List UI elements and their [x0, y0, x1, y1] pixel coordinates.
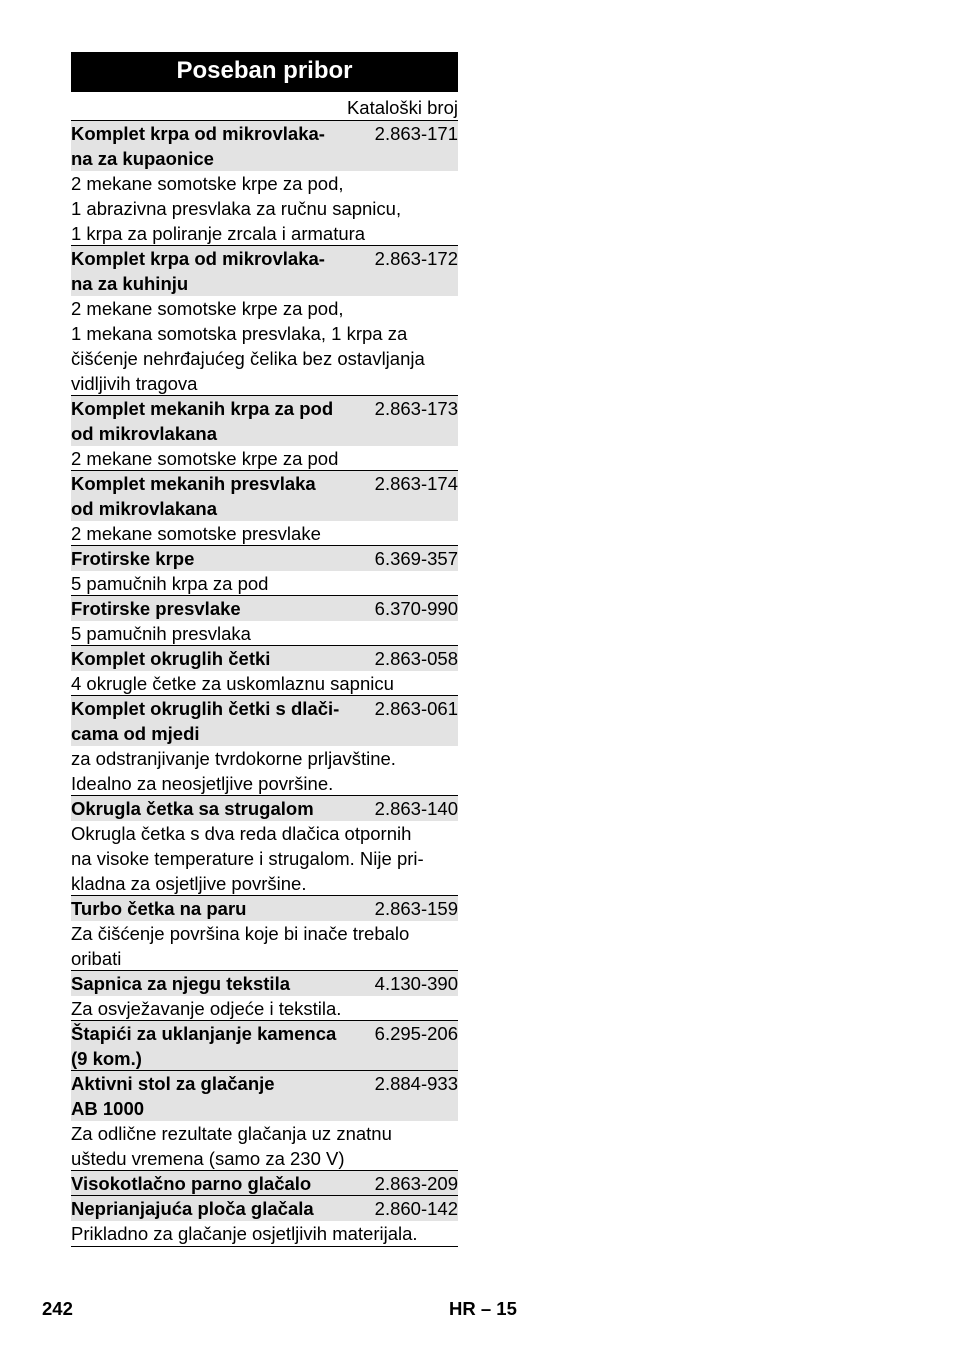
list-item — [71, 395, 458, 471]
catalog-number: 2.863-140 — [374, 798, 458, 819]
list-item — [71, 545, 458, 596]
catalog-number: 6.370-990 — [374, 598, 458, 619]
item-name: Neprianjajuća ploča glačala — [71, 1198, 314, 1219]
item-list — [71, 120, 458, 1246]
catalog-number: 2.863-159 — [374, 898, 458, 919]
list-item — [71, 895, 458, 971]
end-divider — [71, 1246, 458, 1247]
item-name: Okrugla četka sa strugalom — [71, 798, 314, 819]
item-description: 5 pamučnih presvlaka — [71, 623, 251, 644]
list-item — [71, 1170, 458, 1196]
item-description: Za osvježavanje odjeće i tekstila. — [71, 998, 342, 1019]
page-title: Poseban pribor — [71, 52, 458, 92]
item-name: Komplet krpa od mikrovlaka- na za kuhinju — [71, 248, 325, 294]
item-header — [71, 120, 458, 171]
item-header — [71, 595, 458, 621]
catalog-number: 2.863-173 — [374, 398, 458, 419]
item-header — [71, 895, 458, 921]
item-name: Frotirske presvlake — [71, 598, 241, 619]
catalog-number: 2.863-058 — [374, 648, 458, 669]
item-header — [71, 395, 458, 446]
catalog-number: 2.884-933 — [374, 1073, 458, 1094]
item-header — [71, 545, 458, 571]
list-item — [71, 120, 458, 246]
item-name: Komplet okruglih četki — [71, 648, 271, 669]
item-description: 2 mekane somotske presvlake — [71, 523, 321, 544]
item-name: Štapići za uklanjanje kamenca (9 kom.) — [71, 1023, 337, 1069]
item-name: Komplet mekanih krpa za pod od mikrovlakana — [71, 398, 334, 444]
catalog-number: 2.863-171 — [374, 123, 458, 144]
list-item — [71, 645, 458, 696]
item-description: Prikladno za glačanje osjetljivih materijala. — [71, 1223, 418, 1244]
list-item — [71, 695, 458, 796]
page-number: 242 — [42, 1298, 73, 1319]
catalog-number: 4.130-390 — [374, 973, 458, 994]
item-name: Frotirske krpe — [71, 548, 195, 569]
item-header — [71, 645, 458, 671]
catalog-number: 2.863-174 — [374, 473, 458, 494]
item-header — [71, 1020, 458, 1071]
catalog-number: 2.863-209 — [374, 1173, 458, 1194]
list-item — [71, 1195, 458, 1246]
item-name: Komplet okruglih četki s dlači- cama od mjedi — [71, 698, 340, 744]
catalog-number-header: Kataloški broj — [71, 92, 458, 121]
item-description: Za čišćenje površina koje bi inače trebalo oribati — [71, 923, 410, 969]
item-header — [71, 245, 458, 296]
item-name: Turbo četka na paru — [71, 898, 247, 919]
item-header — [71, 1170, 458, 1196]
item-name: Aktivni stol za glačanje AB 1000 — [71, 1073, 275, 1119]
list-item — [71, 595, 458, 646]
item-name: Sapnica za njegu tekstila — [71, 973, 290, 994]
item-description: Za odlične rezultate glačanja uz znatnu uštedu vremena (samo za 230 V) — [71, 1123, 392, 1169]
item-description: 2 mekane somotske krpe za pod, 1 abrazivna presvlaka za ručnu sapnicu, 1 krpa za poliranje zrcala i armatura — [71, 173, 402, 244]
item-name: Visokotlačno parno glačalo — [71, 1173, 312, 1194]
list-item — [71, 470, 458, 546]
item-name: Komplet mekanih presvlaka od mikrovlakana — [71, 473, 316, 519]
item-header — [71, 1195, 458, 1221]
catalog-number: 2.860-142 — [374, 1198, 458, 1219]
catalog-number: 6.369-357 — [374, 548, 458, 569]
item-description: Okrugla četka s dva reda dlačica otpornih na visoke temperature i strugalom. Nije pri- kladna za osjetljive površine. — [71, 823, 424, 894]
list-item — [71, 245, 458, 396]
item-header — [71, 470, 458, 521]
item-header — [71, 695, 458, 746]
accessories-table — [71, 52, 458, 1247]
item-description: za odstranjivanje tvrdokorne prljavštine. Idealno za neosjetljive površine. — [71, 748, 396, 794]
list-item — [71, 1070, 458, 1171]
item-header — [71, 795, 458, 821]
list-item — [71, 795, 458, 896]
item-header — [71, 970, 458, 996]
item-description: 5 pamučnih krpa za pod — [71, 573, 269, 594]
list-item — [71, 970, 458, 1021]
catalog-number: 2.863-061 — [374, 698, 458, 719]
item-header — [71, 1070, 458, 1121]
catalog-number: 2.863-172 — [374, 248, 458, 269]
item-description: 2 mekane somotske krpe za pod — [71, 448, 339, 469]
list-item — [71, 1020, 458, 1071]
item-description: 2 mekane somotske krpe za pod, 1 mekana somotska presvlaka, 1 krpa za čišćenje nehrđajućeg čelika bez ostavljanja vidljivih tragova — [71, 298, 425, 394]
item-description: 4 okrugle četke za uskomlaznu sapnicu — [71, 673, 394, 694]
catalog-number: 6.295-206 — [374, 1023, 458, 1044]
section-label: HR – 15 — [449, 1298, 517, 1319]
item-name: Komplet krpa od mikrovlaka- na za kupaonice — [71, 123, 325, 169]
